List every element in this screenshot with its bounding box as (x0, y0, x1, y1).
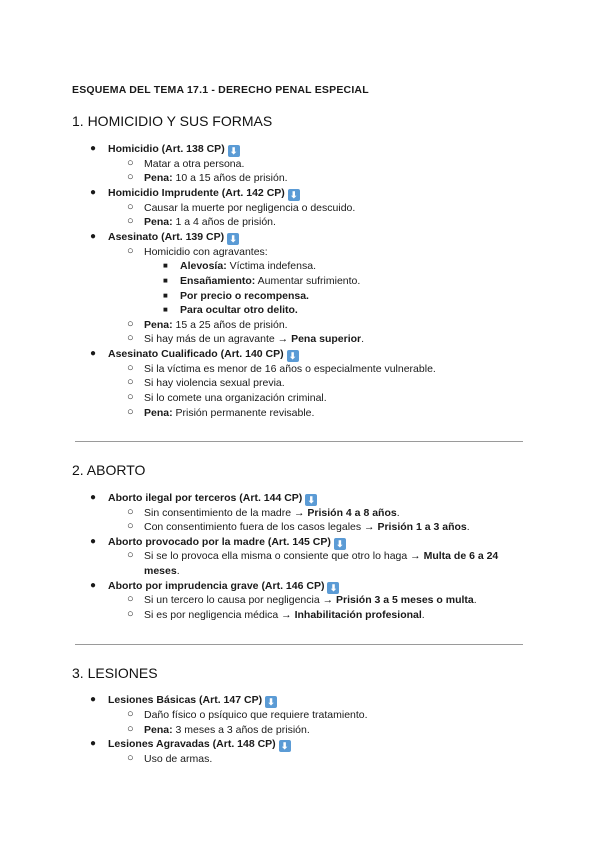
list-item: ● Homicidio Imprudente (Art. 142 CP) ⬇ (108, 186, 300, 201)
down-arrow-icon: ⬇ (265, 696, 277, 708)
square-bullet-icon: ■ (163, 291, 168, 300)
down-arrow-icon: ⬇ (327, 582, 339, 594)
list-item: ● Asesinato Cualificado (Art. 140 CP) ⬇ (108, 347, 299, 362)
list-item: ○ Si un tercero lo causa por negligencia → Prisión 3 a 5 meses o multa. (127, 593, 477, 606)
list-item (90, 142, 240, 157)
bullet-icon: ● (90, 143, 97, 154)
circle-bullet-icon: ○ (127, 723, 134, 735)
down-arrow-icon: ⬇ (334, 538, 346, 550)
item-label: Homicidio (Art. 138 CP) (108, 143, 225, 155)
bullet-icon: ● (90, 492, 97, 503)
down-arrow-icon: ⬇ (279, 740, 291, 752)
square-bullet-icon: ■ (163, 276, 168, 285)
list-item: ● Aborto ilegal por terceros (Art. 144 CP) ⬇ (108, 491, 317, 506)
circle-bullet-icon: ○ (127, 245, 134, 257)
circle-bullet-icon: ○ (127, 171, 134, 183)
list-item: ○ Si hay violencia sexual previa. (127, 376, 285, 389)
circle-bullet-icon: ○ (127, 362, 134, 374)
bullet-icon: ● (90, 580, 97, 591)
list-item: ● Lesiones Agravadas (Art. 148 CP) ⬇ (108, 737, 291, 752)
section-divider (75, 441, 523, 442)
down-arrow-icon: ⬇ (305, 494, 317, 506)
section-title-homicidio: 1. HOMICIDIO Y SUS FORMAS (72, 113, 273, 129)
list-item: ● Aborto por imprudencia grave (Art. 146 CP) ⬇ (108, 579, 339, 594)
section-divider (75, 644, 523, 645)
square-bullet-icon: ■ (163, 305, 168, 314)
down-arrow-icon: ⬇ (287, 350, 299, 362)
list-item: ■ Ensañamiento: Aumentar sufrimiento. (163, 275, 361, 287)
list-item: ○ Pena: 10 a 15 años de prisión. (127, 171, 288, 184)
list-item: ○ Homicidio con agravantes: (127, 245, 268, 258)
list-item: ○ Pena: Prisión permanente revisable. (127, 406, 315, 419)
down-arrow-icon: ⬇ (228, 145, 240, 157)
circle-bullet-icon: ○ (127, 332, 134, 344)
list-item: ○ Pena: 3 meses a 3 años de prisión. (127, 723, 310, 736)
list-item: ○ Sin consentimiento de la madre → Prisión 4 a 8 años. (127, 506, 400, 519)
circle-bullet-icon: ○ (127, 318, 134, 330)
bullet-icon: ● (90, 231, 97, 242)
section-title-aborto: 2. ABORTO (72, 462, 146, 478)
list-item: ○ Daño físico o psíquico que requiere tratamiento. (127, 708, 368, 721)
bullet-icon: ● (90, 348, 97, 359)
circle-bullet-icon: ○ (127, 520, 134, 532)
circle-bullet-icon: ○ (127, 506, 134, 518)
list-item: ○ Con consentimiento fuera de los casos legales → Prisión 1 a 3 años. (127, 520, 470, 533)
list-item: ○ Uso de armas. (127, 752, 213, 765)
bullet-icon: ● (90, 738, 97, 749)
circle-bullet-icon: ○ (127, 215, 134, 227)
down-arrow-icon: ⬇ (227, 233, 239, 245)
list-item: ● Lesiones Básicas (Art. 147 CP) ⬇ (108, 693, 277, 708)
circle-bullet-icon: ○ (127, 752, 134, 764)
circle-bullet-icon: ○ (127, 391, 134, 403)
circle-bullet-icon: ○ (127, 708, 134, 720)
list-item: ○ Si es por negligencia médica → Inhabilitación profesional. (127, 608, 425, 621)
list-item: ■ Para ocultar otro delito. (163, 304, 298, 316)
circle-bullet-icon: ○ (127, 608, 134, 620)
square-bullet-icon: ■ (163, 261, 168, 270)
section-title-lesiones: 3. LESIONES (72, 665, 158, 681)
document-title: ESQUEMA DEL TEMA 17.1 - DERECHO PENAL ESPECIAL (72, 84, 369, 96)
list-item: ■ Por precio o recompensa. (163, 290, 309, 302)
list-item: ○ Si la víctima es menor de 16 años o especialmente vulnerable. (127, 362, 436, 375)
circle-bullet-icon: ○ (127, 201, 134, 213)
list-item: ○ Causar la muerte por negligencia o descuido. (127, 201, 356, 214)
circle-bullet-icon: ○ (127, 376, 134, 388)
list-item: ○ Matar a otra persona. (127, 157, 245, 170)
circle-bullet-icon: ○ (127, 593, 134, 605)
bullet-icon: ● (90, 536, 97, 547)
list-item: ○ Pena: 1 a 4 años de prisión. (127, 215, 276, 228)
bullet-icon: ● (90, 187, 97, 198)
circle-bullet-icon: ○ (127, 406, 134, 418)
list-item: ○ Si lo comete una organización criminal. (127, 391, 327, 404)
list-item: ○ Si hay más de un agravante → Pena superior. (127, 332, 365, 345)
list-item: ● Aborto provocado por la madre (Art. 145 CP) ⬇ (108, 535, 346, 550)
list-item: ● Asesinato (Art. 139 CP) ⬇ (108, 230, 239, 245)
circle-bullet-icon: ○ (127, 157, 134, 169)
circle-bullet-icon: ○ (127, 549, 134, 561)
list-item: ○ Pena: 15 a 25 años de prisión. (127, 318, 288, 331)
list-item: ○ Si se lo provoca ella misma o consiente que otro lo haga → Multa de 6 a 24 meses. (127, 549, 499, 577)
list-item: ■ Alevosía: Víctima indefensa. (163, 260, 316, 272)
bullet-icon: ● (90, 694, 97, 705)
down-arrow-icon: ⬇ (288, 189, 300, 201)
